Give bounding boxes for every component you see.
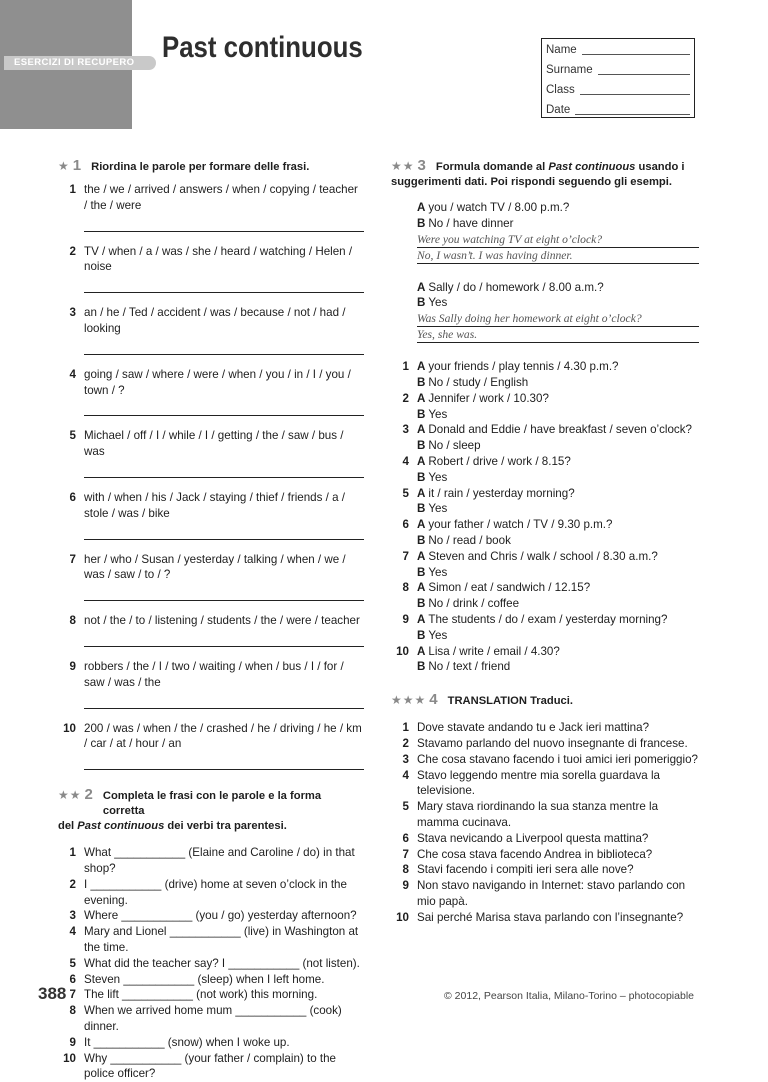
prompt-text: No / text / friend [428, 660, 510, 673]
label-b: B [417, 408, 425, 421]
item-number: 2 [391, 736, 417, 752]
exercise-item[interactable] [391, 847, 699, 863]
item-number: 7 [58, 987, 84, 1003]
label-b: B [417, 216, 425, 232]
exercise-item [58, 367, 364, 417]
label-a: A [417, 518, 425, 531]
item-number: 7 [391, 549, 417, 581]
exercise-instruction-cont: del Past continuous dei verbi tra parentesi. [58, 819, 364, 834]
exercise-item[interactable] [58, 908, 364, 924]
prompt-text: No / drink / coffee [428, 597, 519, 610]
prompt-text: Simon / eat / sandwich / 12.15? [428, 581, 590, 594]
exercise-3-list [391, 359, 699, 675]
item-body [417, 517, 699, 549]
label-a: A [417, 455, 425, 468]
item-text: Where ___________ (you / go) yesterday afternoon? [84, 908, 364, 924]
exercise-item[interactable] [391, 831, 699, 847]
exercise-item [58, 244, 364, 294]
item-number: 8 [58, 1003, 84, 1035]
label-b: B [417, 534, 425, 547]
prompt-text: your father / watch / TV / 9.30 p.m.? [428, 518, 612, 531]
item-text: her / who / Susan / yesterday / talking / when / we / was / saw / to / ? [84, 552, 364, 584]
item-text: the / we / arrived / answers / when / copying / teacher / the / were [84, 182, 364, 214]
example-prompt-a [417, 200, 699, 216]
item-number: 1 [391, 720, 417, 736]
item-number: 2 [58, 244, 84, 276]
exercise-item[interactable] [391, 612, 699, 644]
item-text: I ___________ (drive) home at seven o’clock in the evening. [84, 877, 364, 909]
item-number: 6 [391, 517, 417, 549]
item-text: Stavamo parlando del nuovo insegnante di francese. [417, 736, 699, 752]
item-number: 9 [58, 1035, 84, 1051]
prompt-text: Yes [428, 566, 447, 579]
item-body [417, 454, 699, 486]
exercise-item[interactable] [391, 910, 699, 926]
exercise-2-list [58, 845, 364, 1082]
label-b: B [417, 439, 425, 452]
item-text: Why ___________ (your father / complain) to the police officer? [84, 1051, 364, 1082]
prompt-text: Yes [428, 502, 447, 515]
item-number: 5 [58, 428, 84, 460]
worked-example [417, 200, 699, 264]
exercise-item[interactable] [58, 1003, 364, 1035]
item-text: robbers / the / I / two / waiting / when / bus / I / for / saw / was / the [84, 659, 364, 691]
exercise-item[interactable] [58, 1035, 364, 1051]
prompt-a [417, 486, 699, 502]
item-text: Che cosa stavano facendo i tuoi amici ieri pomeriggio? [417, 752, 699, 768]
prompt-a [417, 454, 699, 470]
difficulty-stars: ★ [58, 159, 70, 174]
exercise-item[interactable] [391, 517, 699, 549]
exercise-item[interactable] [391, 752, 699, 768]
item-number: 7 [391, 847, 417, 863]
answer-line[interactable] [84, 460, 364, 478]
label-b: B [417, 295, 425, 311]
exercise-1-list [58, 182, 364, 770]
item-body [417, 359, 699, 391]
item-number: 6 [58, 490, 84, 522]
prompt-a [417, 580, 699, 596]
exercise-instruction: TRANSLATION Traduci. [448, 694, 573, 709]
item-text: What ___________ (Elaine and Caroline / do) in that shop? [84, 845, 364, 877]
example-prompt-b [417, 295, 699, 311]
prompt-b [417, 596, 699, 612]
exercise-item[interactable] [391, 359, 699, 391]
copyright-notice: © 2012, Pearson Italia, Milano-Torino – photocopiable [444, 989, 694, 1005]
exercise-item[interactable] [391, 768, 699, 800]
answer-line[interactable] [84, 522, 364, 540]
worked-example [417, 280, 699, 344]
exercise-item[interactable] [391, 422, 699, 454]
item-text: TV / when / a / was / she / heard / watching / Helen / noise [84, 244, 364, 276]
item-number: 8 [391, 580, 417, 612]
exercise-item[interactable] [391, 862, 699, 878]
item-number: 2 [391, 391, 417, 423]
exercise-item[interactable] [58, 956, 364, 972]
label-a: A [417, 645, 425, 658]
item-number: 9 [58, 659, 84, 691]
item-text: an / he / Ted / accident / was / because / not / had / looking [84, 305, 364, 337]
item-number: 5 [391, 486, 417, 518]
item-text: Mary and Lionel ___________ (live) in Washington at the time. [84, 924, 364, 956]
item-number: 3 [58, 305, 84, 337]
prompt-a [417, 644, 699, 660]
prompt-text: your friends / play tennis / 4.30 p.m.? [428, 360, 618, 373]
exercise-4-heading [391, 692, 699, 709]
example-question: Was Sally doing her homework at eight o’clock? [417, 311, 699, 327]
prompt-b [417, 375, 699, 391]
example-prompt-b [417, 216, 699, 232]
exercise-item[interactable] [391, 580, 699, 612]
exercise-item[interactable] [58, 987, 364, 1003]
label-a: A [417, 280, 425, 296]
date-field[interactable]: Date [546, 99, 690, 119]
item-text: Dove stavate andando tu e Jack ieri mattina? [417, 720, 699, 736]
prompt-a [417, 422, 699, 438]
answer-line[interactable] [84, 691, 364, 709]
item-text-row [58, 428, 364, 460]
exercise-instruction: Riordina le parole per formare delle frasi. [91, 160, 309, 175]
item-text: Stavo leggendo mentre mia sorella guardava la televisione. [417, 768, 699, 800]
exercise-item[interactable] [391, 549, 699, 581]
prompt-b [417, 501, 699, 517]
item-text-row [58, 305, 364, 337]
label-b: B [417, 502, 425, 515]
exercise-item[interactable] [391, 391, 699, 423]
exercise-number: 4 [429, 692, 437, 707]
answer-line[interactable] [84, 275, 364, 293]
item-number: 4 [391, 768, 417, 800]
exercise-number: 1 [73, 158, 81, 173]
difficulty-stars: ★★ [58, 788, 82, 803]
item-body [417, 391, 699, 423]
item-number: 1 [58, 182, 84, 214]
difficulty-stars: ★★★ [391, 693, 426, 708]
prompt-text: Sally / do / homework / 8.00 a.m.? [428, 280, 603, 296]
exercise-item[interactable] [58, 877, 364, 909]
exercise-item [58, 613, 364, 647]
item-text-row [58, 659, 364, 691]
label-a: A [417, 550, 425, 563]
item-text-row [58, 182, 364, 214]
page-number: 388 [38, 984, 66, 1004]
item-number: 6 [391, 831, 417, 847]
page-title: Past continuous [162, 28, 363, 68]
item-text-row [58, 613, 364, 629]
prompt-text: Yes [428, 629, 447, 642]
prompt-b [417, 438, 699, 454]
left-column [58, 158, 364, 1082]
item-number: 5 [58, 956, 84, 972]
prompt-text: No / study / English [428, 376, 528, 389]
prompt-text: Yes [428, 408, 447, 421]
item-text: 200 / was / when / the / crashed / he / driving / he / km / car / at / hour / an [84, 721, 364, 753]
exercise-item[interactable] [58, 924, 364, 956]
prompt-b [417, 565, 699, 581]
item-number: 10 [58, 721, 84, 753]
prompt-text: No / read / book [428, 534, 511, 547]
prompt-text: No / have dinner [428, 216, 513, 232]
exercise-item [58, 490, 364, 540]
prompt-text: Donald and Eddie / have breakfast / seven o’clock? [428, 423, 692, 436]
item-body [417, 549, 699, 581]
item-text-row [58, 490, 364, 522]
item-number: 4 [391, 454, 417, 486]
label-b: B [417, 660, 425, 673]
section-tag: ESERCIZI DI RECUPERO [4, 56, 156, 70]
surname-field[interactable]: Surname [546, 59, 690, 79]
item-number: 6 [58, 972, 84, 988]
item-number: 3 [391, 422, 417, 454]
item-text: not / the / to / listening / students / the / were / teacher [84, 613, 364, 629]
item-body [417, 486, 699, 518]
prompt-text: you / watch TV / 8.00 p.m.? [428, 200, 569, 216]
item-number: 1 [391, 359, 417, 391]
exercise-number: 3 [418, 158, 426, 173]
exercise-3-heading [391, 158, 699, 175]
item-number: 8 [58, 613, 84, 629]
label-b: B [417, 597, 425, 610]
item-text-row [58, 244, 364, 276]
label-b: B [417, 629, 425, 642]
prompt-text: Yes [428, 471, 447, 484]
exercise-item [58, 721, 364, 771]
item-number: 8 [391, 862, 417, 878]
prompt-b [417, 533, 699, 549]
item-text: going / saw / where / were / when / you / in / I / you / town / ? [84, 367, 364, 399]
exercise-item[interactable] [391, 644, 699, 676]
label-b: B [417, 471, 425, 484]
answer-line[interactable] [84, 398, 364, 416]
prompt-text: Steven and Chris / walk / school / 8.30 a.m.? [428, 550, 657, 563]
prompt-b [417, 628, 699, 644]
label-a: A [417, 487, 425, 500]
prompt-b [417, 659, 699, 675]
prompt-text: No / sleep [428, 439, 480, 452]
exercise-instruction: Formula domande al Past continuous usando i [436, 160, 685, 175]
exercise-3-examples [391, 200, 699, 343]
item-text: with / when / his / Jack / staying / thief / friends / a / stole / was / bike [84, 490, 364, 522]
answer-line[interactable] [84, 583, 364, 601]
example-prompt-a [417, 280, 699, 296]
item-number: 3 [58, 908, 84, 924]
exercise-item [58, 552, 364, 602]
item-number: 3 [391, 752, 417, 768]
exercise-item[interactable] [391, 454, 699, 486]
prompt-text: Lisa / write / email / 4.30? [428, 645, 559, 658]
item-text: It ___________ (snow) when I woke up. [84, 1035, 364, 1051]
item-text: Non stavo navigando in Internet: stavo parlando con mio papà. [417, 878, 699, 910]
item-body [417, 580, 699, 612]
label-a: A [417, 360, 425, 373]
label-a: A [417, 200, 425, 216]
exercise-item [58, 182, 364, 232]
prompt-text: Yes [428, 295, 447, 311]
item-number: 9 [391, 878, 417, 910]
exercise-instruction: Completa le frasi con le parole e la forma corretta [103, 789, 364, 819]
prompt-a [417, 517, 699, 533]
item-text: The lift ___________ (not work) this morning. [84, 987, 364, 1003]
exercise-number: 2 [85, 787, 93, 802]
item-number: 5 [391, 799, 417, 831]
difficulty-stars: ★★ [391, 159, 415, 174]
item-number: 10 [58, 1051, 84, 1082]
exercise-item[interactable] [58, 845, 364, 877]
exercise-item[interactable] [58, 972, 364, 988]
item-text: Steven ___________ (sleep) when I left home. [84, 972, 364, 988]
prompt-a [417, 612, 699, 628]
student-info-box [541, 38, 695, 118]
item-body [417, 612, 699, 644]
prompt-a [417, 359, 699, 375]
prompt-text: Robert / drive / work / 8.15? [428, 455, 570, 468]
answer-line[interactable] [84, 629, 364, 647]
item-number: 4 [58, 367, 84, 399]
prompt-text: it / rain / yesterday morning? [428, 487, 574, 500]
name-field[interactable]: Name [546, 39, 690, 59]
exercise-item [58, 428, 364, 478]
example-answer: Yes, she was. [417, 327, 699, 343]
prompt-text: The students / do / exam / yesterday morning? [428, 613, 667, 626]
class-field[interactable]: Class [546, 79, 690, 99]
right-column [391, 158, 699, 925]
label-a: A [417, 613, 425, 626]
prompt-b [417, 470, 699, 486]
exercise-item[interactable] [391, 720, 699, 736]
exercise-item[interactable] [391, 736, 699, 752]
example-answer: No, I wasn’t. I was having dinner. [417, 248, 699, 264]
answer-line[interactable] [84, 337, 364, 355]
item-text: Michael / off / I / while / I / getting / the / saw / bus / was [84, 428, 364, 460]
exercise-2-heading [58, 787, 364, 819]
prompt-b [417, 407, 699, 423]
prompt-text: Jennifer / work / 10.30? [428, 392, 549, 405]
exercise-item [58, 305, 364, 355]
exercise-item[interactable] [391, 878, 699, 910]
item-text: Stava nevicando a Liverpool questa mattina? [417, 831, 699, 847]
label-b: B [417, 566, 425, 579]
example-question: Were you watching TV at eight o’clock? [417, 232, 699, 248]
item-number: 10 [391, 644, 417, 676]
item-number: 4 [58, 924, 84, 956]
item-text: Mary stava riordinando la sua stanza mentre la mamma cucinava. [417, 799, 699, 831]
exercise-item [58, 659, 364, 709]
item-text-row [58, 721, 364, 753]
item-text: When we arrived home mum ___________ (cook) dinner. [84, 1003, 364, 1035]
prompt-a [417, 549, 699, 565]
item-body [417, 422, 699, 454]
label-a: A [417, 581, 425, 594]
answer-line[interactable] [84, 752, 364, 770]
label-b: B [417, 376, 425, 389]
exercise-4-list [391, 720, 699, 925]
answer-line[interactable] [84, 214, 364, 232]
exercise-item[interactable] [391, 486, 699, 518]
label-a: A [417, 392, 425, 405]
item-body [417, 644, 699, 676]
item-number: 2 [58, 877, 84, 909]
prompt-a [417, 391, 699, 407]
item-number: 7 [58, 552, 84, 584]
item-text: Che cosa stava facendo Andrea in biblioteca? [417, 847, 699, 863]
item-text: Sai perché Marisa stava parlando con l’insegnante? [417, 910, 699, 926]
exercise-instruction-cont: suggerimenti dati. Poi rispondi seguendo gli esempi. [391, 175, 699, 190]
item-number: 10 [391, 910, 417, 926]
item-number: 9 [391, 612, 417, 644]
item-text-row [58, 552, 364, 584]
exercise-item[interactable] [391, 799, 699, 831]
item-text: What did the teacher say? I ___________ (not listen). [84, 956, 364, 972]
exercise-item[interactable] [58, 1051, 364, 1082]
exercise-1-heading [58, 158, 364, 175]
item-text-row [58, 367, 364, 399]
item-text: Stavi facendo i compiti ieri sera alle nove? [417, 862, 699, 878]
item-number: 1 [58, 845, 84, 877]
label-a: A [417, 423, 425, 436]
